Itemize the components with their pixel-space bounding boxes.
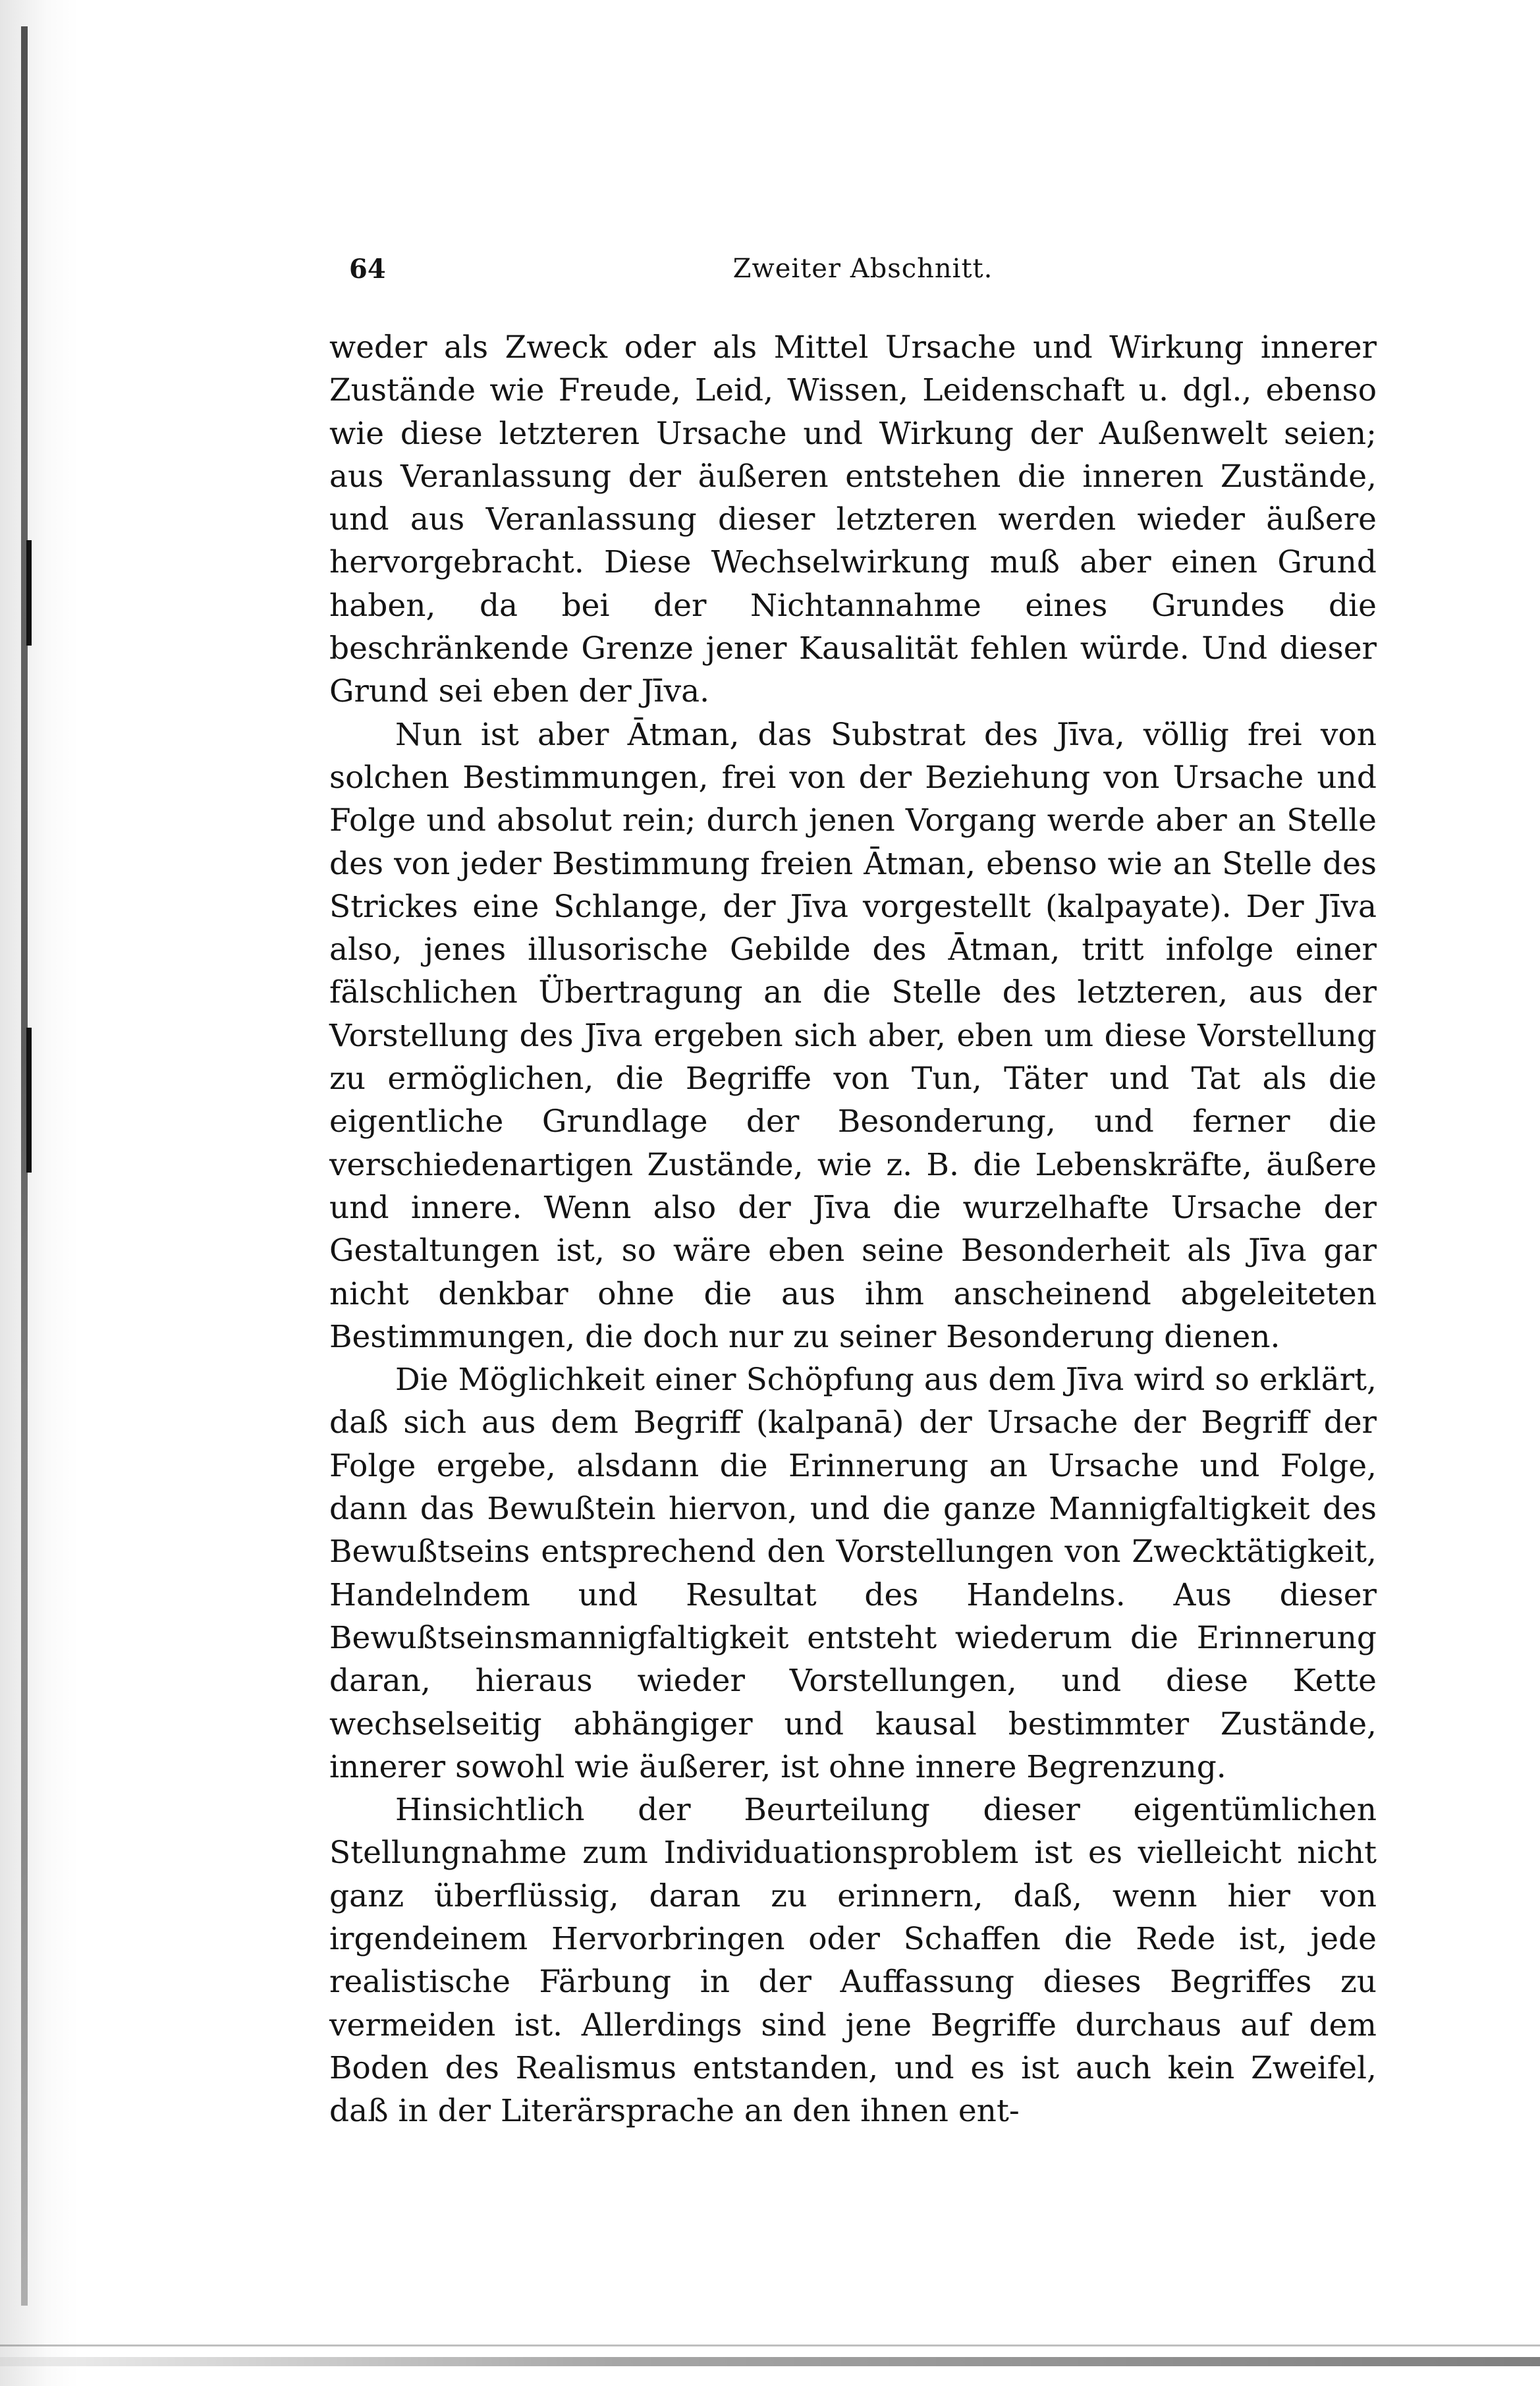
page-number: 64 — [349, 254, 386, 285]
scan-bottom-line — [0, 2344, 1540, 2346]
paragraph: Die Möglichkeit einer Schöpfung aus dem Jīva wird so erklärt, daß sich aus dem Begriff (kalpanā) der Ursache der Begriff der Folge ergebe, alsdann die Erinnerung an Ursache und Folge, dann das Bewußtein hiervon, und die ganze Mannigfaltigkeit des Bewußtseins entsprechend den Vorstellungen von Zwecktätigkeit, Handelndem und Resultat des Handelns. Aus dieser Bewußtseinsmannigfaltigkeit entsteht wiederum die Erinnerung daran, hieraus wieder Vorstellungen, und diese Kette wechselseitig abhängiger und kausal bestimmter Zustände, innerer sowohl wie äußerer, ist ohne innere Begrenzung. — [329, 1362, 1377, 1785]
scan-binding-mark — [26, 1028, 32, 1173]
body-text — [329, 326, 1377, 2132]
scan-binding-shadow — [0, 0, 79, 2386]
paragraph: Nun ist aber Ātman, das Substrat des Jīva, völlig frei von solchen Bestimmungen, frei von der Beziehung von Ursache und Folge und absolut rein; durch jenen Vorgang werde aber an Stelle des von jeder Bestimmung freien Ātman, ebenso wie an Stelle des Strickes eine Schlange, der Jīva vorgestellt (kalpayate). Der Jīva also, jenes illusorische Gebilde des Ātman, tritt infolge einer fälschlichen Übertragung an die Stelle des letzteren, aus der Vorstellung des Jīva ergeben sich aber, eben um diese Vorstellung zu ermöglichen, die Begriffe von Tun, Täter und Tat als die eigentliche Grundlage der Besonderung, und ferner die verschiedenartigen Zustände, wie z. B. die Lebenskräfte, äußere und innere. Wenn also der Jīva die wurzelhafte Ursache der Gestaltungen ist, so wäre eben seine Besonderheit als Jīva gar nicht denkbar ohne die aus ihm anscheinend abgeleiteten Bestimmungen, die doch nur zu seiner Besonderung dienen. — [329, 716, 1377, 1355]
page-header — [349, 254, 1377, 300]
scan-binding-mark — [26, 540, 32, 646]
scan-bottom-edge — [0, 2357, 1540, 2366]
paragraph: weder als Zweck oder als Mittel Ursache und Wirkung innerer Zustände wie Freude, Leid, Wissen, Leidenschaft u. dgl., ebenso wie diese letzteren Ursache und Wirkung der Außenwelt seien; aus Veranlassung der äußeren entstehen die inneren Zustände, und aus Veranlassung dieser letzteren werden wieder äußere hervorgebracht. Diese Wechselwirkung muß aber einen Grund haben, da bei der Nichtannahme eines Grundes die beschränkende Grenze jener Kausalität fehlen würde. Und dieser Grund sei eben der Jīva. — [329, 329, 1377, 710]
running-head: Zweiter Abschnitt. — [732, 254, 993, 284]
paragraph: Hinsichtlich der Beurteilung dieser eigentümlichen Stellungnahme zum Individuationsproblem ist es vielleicht nicht ganz überflüssig, daran zu erinnern, daß, wenn hier von irgendeinem Hervorbringen oder Schaffen die Rede ist, jede realistische Färbung in der Auffassung dieses Begriffes zu vermeiden ist. Allerdings sind jene Begriffe durchaus auf dem Boden des Realismus entstanden, und es ist auch kein Zweifel, daß in der Literärsprache an den ihnen ent- — [329, 1792, 1377, 2130]
